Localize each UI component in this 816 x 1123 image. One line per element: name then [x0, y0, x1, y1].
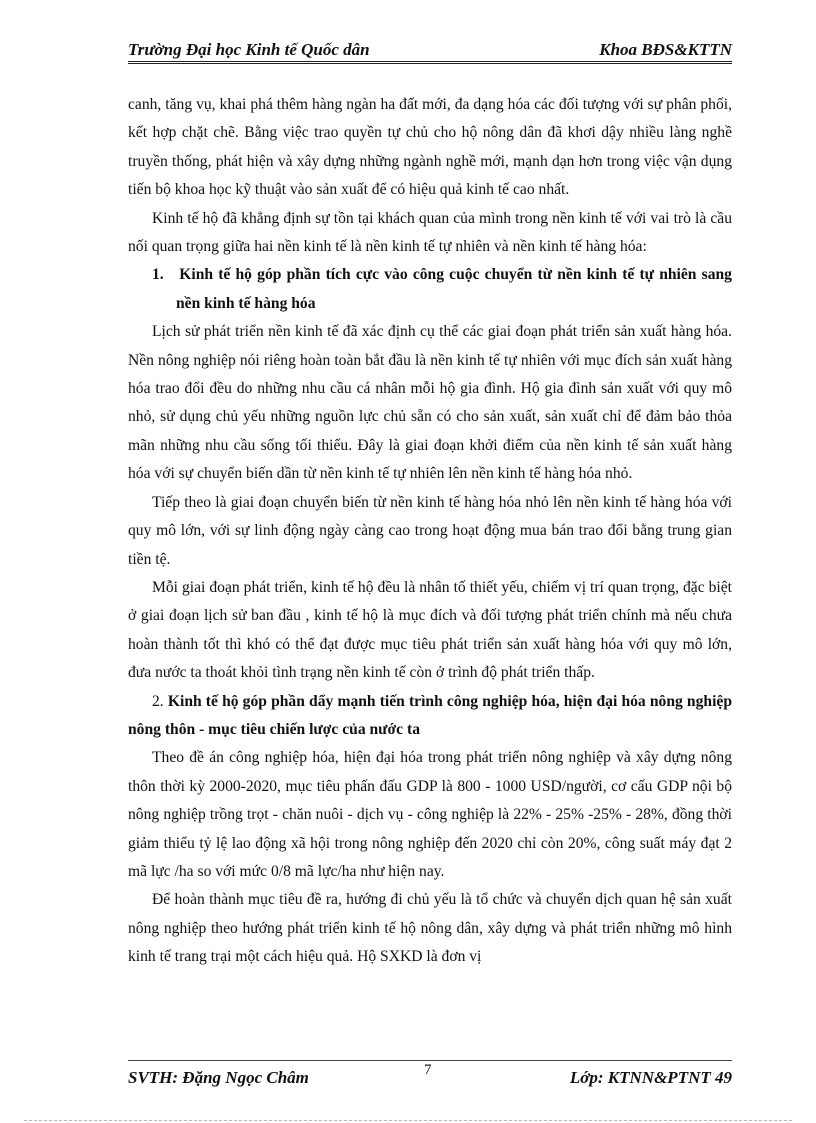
section-heading-1 — [152, 261, 732, 318]
header-school: Trường Đại học Kinh tế Quốc dân — [128, 40, 370, 59]
header-divider — [128, 61, 732, 64]
paragraph-5: Mỗi giai đoạn phát triển, kinh tế hộ đều là nhân tố thiết yếu, chiếm vị trí quan trọng, đặc biệt ở giai đoạn lịch sử ban đầu , kinh tế hộ là mục đích và đối tượng phát triển chính mà nếu chưa hoàn thành tốt thì khó có thể đạt được mục tiêu phát triển sản xuất hàng hóa với quy mô lớn, đưa nước ta thoát khỏi tình trạng nền kinh tế còn ở trình độ phát triển thấp. — [128, 578, 732, 682]
section-number-1: 1. — [152, 266, 164, 284]
footer-divider — [128, 1060, 732, 1061]
footer-class: Lớp: KTNN&PTNT 49 — [569, 1068, 732, 1087]
header-faculty: Khoa BĐS&KTTN — [599, 40, 732, 59]
page-footer — [128, 1062, 732, 1092]
paragraph-4: Tiếp theo là giai đoạn chuyển biến từ nền kinh tế hàng hóa nhỏ lên nền kinh tế hàng hóa với quy mô lớn, với sự linh động ngày càng cao trong hoạt động mua bán trao đổi bằng trung gian tiền tệ. — [128, 493, 732, 568]
section-number-2: 2. — [152, 692, 164, 710]
paragraph-3: Lịch sử phát triển nền kinh tế đã xác định cụ thể các giai đoạn phát triển sản xuất hàng hóa. Nền nông nghiệp nói riêng hoàn toàn bắt đầu là nền kinh tế tự nhiên với mục đích sản xuất hàng hóa trao đổi đều do những nhu cầu cá nhân mỗi hộ gia đình. Hộ gia đình sản xuất với quy mô nhỏ, sử dụng chủ yếu những nguồn lực chủ sẵn có cho sản xuất, sản xuất chỉ để đảm bảo thỏa mãn những nhu cầu sống tối thiểu. Đây là giai đoạn khởi điểm của nền kinh tế sản xuất hàng hóa với sự chuyển biến dần từ nền kinh tế tự nhiên lên nền kinh tế hàng hóa nhỏ. — [128, 323, 732, 483]
paragraph-2: Kinh tế hộ đã khẳng định sự tồn tại khách quan của mình trong nền kinh tế với vai trò là cầu nối quan trọng giữa hai nền kinh tế là nền kinh tế tự nhiên và nền kinh tế hàng hóa: — [128, 209, 732, 256]
paragraph-7: Để hoàn thành mục tiêu đề ra, hướng đi chủ yếu là tổ chức và chuyển dịch quan hệ sản xuất nông nghiệp theo hướng phát triển kinh tế hộ nông dân, xây dựng và phát triển những mô hình kinh tế trang trại một cách hiệu quả. Hộ SXKD là đơn vị — [128, 891, 732, 966]
section-title-1: Kinh tế hộ góp phần tích cực vào công cuộc chuyển từ nền kinh tế tự nhiên sang nền kinh tế hàng hóa — [176, 266, 732, 312]
page-break-line — [24, 1120, 792, 1121]
page-number: 7 — [424, 1062, 432, 1078]
section-heading-2 — [128, 688, 732, 745]
section-title-2: Kinh tế hộ góp phần dẩy mạnh tiến trình công nghiệp hóa, hiện đại hóa nông nghiệp nông thôn - mục tiêu chiến lược của nước ta — [128, 692, 733, 738]
document-body — [128, 91, 732, 972]
paragraph-6: Theo đề án công nghiệp hóa, hiện đại hóa trong phát triển nông nghiệp và xây dựng nông thôn thời kỳ 2000-2020, mục tiêu phấn đấu GDP là 800 - 1000 USD/người, cơ cấu GDP nội bộ nông nghiệp trồng trọt - chăn nuôi - dịch vụ - công nghiệp là 22% - 25% -25% - 28%, đồng thời giảm thiểu tỷ lệ lao động xã hội trong nông nghiệp đến 2020 chỉ còn 20%, công suất máy đạt 2 mã lực /ha so với mức 0/8 mã lực/ha như hiện nay. — [128, 749, 732, 880]
footer-student: SVTH: Đặng Ngọc Châm — [128, 1068, 309, 1087]
paragraph-1: canh, tăng vụ, khai phá thêm hàng ngàn ha đất mới, đa dạng hóa các đối tượng với sự phân phối, kết hợp chặt chẽ. Bằng việc trao quyền tự chủ cho hộ nông dân đã khơi dậy nhiều làng nghề truyền thống, phát hiện và xây dựng những ngành nghề mới, mạnh dạn hơn trong việc vận dụng tiến bộ khoa học kỹ thuật vào sản xuất để có hiệu quả kinh tế cao nhất. — [128, 96, 732, 199]
